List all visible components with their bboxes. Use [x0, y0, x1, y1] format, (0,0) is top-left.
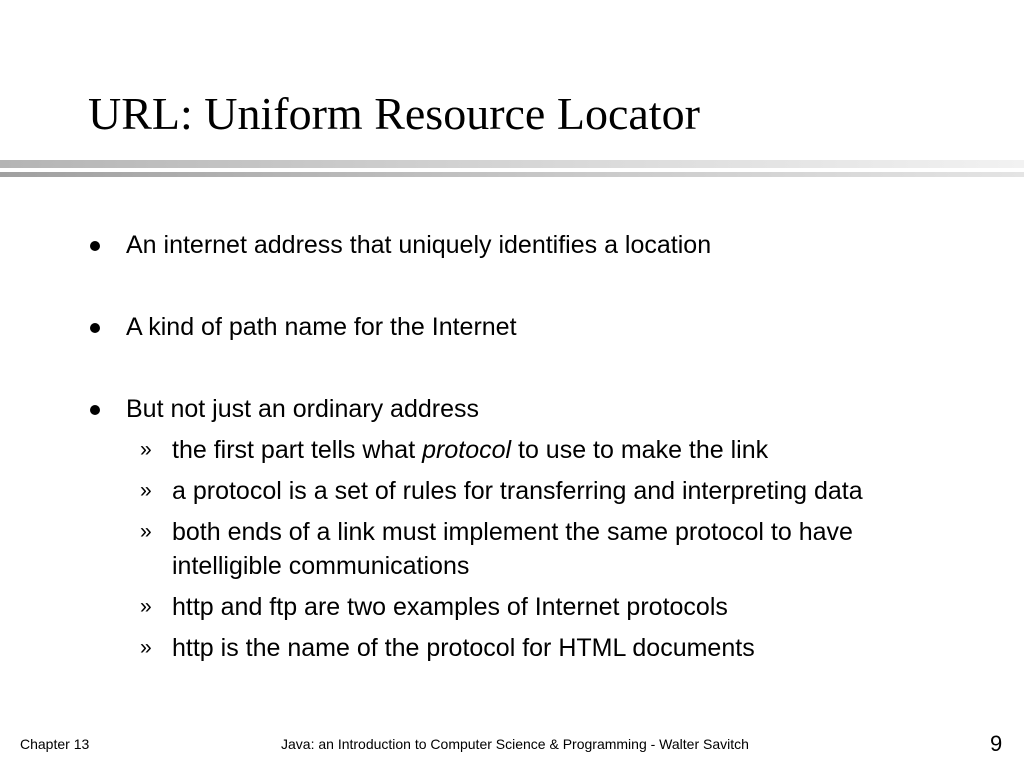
sub-bullet-marker-icon: » [140, 520, 152, 543]
bullet-item [0, 394, 1024, 424]
bullet-item [0, 312, 1024, 342]
emphasized-term: protocol [422, 436, 512, 464]
sub-bullet-text-line: intelligible communications [172, 552, 470, 580]
bullet-text: A kind of path name for the Internet [126, 313, 517, 341]
sub-bullet-text-line: both ends of a link must implement the same protocol to have [172, 518, 853, 546]
sub-bullet-text: http and ftp are two examples of Internet protocols [172, 593, 728, 621]
sub-bullet-text: http is the name of the protocol for HTML documents [172, 634, 755, 662]
bullet-dot-icon [90, 405, 100, 415]
sub-bullet-marker-icon: » [140, 479, 152, 502]
bullet-text: But not just an ordinary address [126, 395, 479, 423]
slide-title: URL: Uniform Resource Locator [88, 88, 700, 139]
sub-bullet-text [172, 433, 972, 467]
bullet-dot-icon [90, 323, 100, 333]
footer-book-title: Java: an Introduction to Computer Science & Programming - Walter Savitch [281, 736, 749, 752]
sub-bullet-text-end: to use to make the link [511, 436, 769, 464]
title-divider-lower [0, 172, 1024, 177]
sub-bullet-marker-icon: » [140, 438, 152, 461]
title-divider-upper [0, 160, 1024, 168]
bullet-dot-icon [90, 241, 100, 251]
sub-bullet-marker-icon: » [140, 636, 152, 659]
sub-bullet-text: a protocol is a set of rules for transferring and interpreting data [172, 477, 863, 505]
sub-bullet-text-start: the first part tells what [172, 436, 423, 464]
footer-chapter: Chapter 13 [20, 736, 90, 752]
bullet-item [0, 230, 1024, 260]
sub-bullet-marker-icon: » [140, 595, 152, 618]
bullet-text: An internet address that uniquely identifies a location [126, 231, 712, 259]
page-number: 9 [990, 731, 1003, 756]
sub-bullet-text [172, 515, 972, 583]
